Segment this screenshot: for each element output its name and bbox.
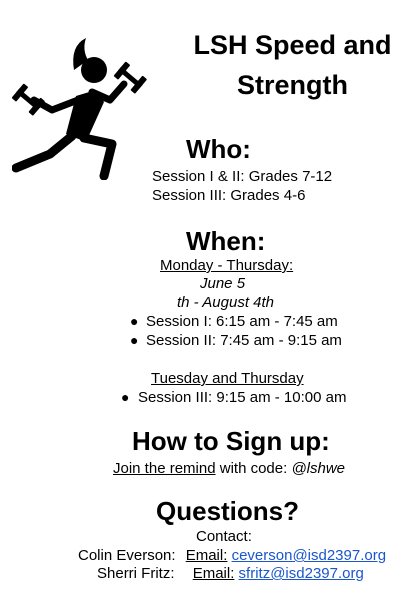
email-link[interactable]: sfritz@isd2397.org <box>238 565 364 582</box>
contact-row <box>78 547 386 564</box>
signup-middle-text: with code: <box>215 460 292 477</box>
email-label: Email: <box>192 565 235 582</box>
who-session-1: Session I & II: Grades 7-12 <box>152 168 333 185</box>
when-time-3: Session III: 9:15 am - 10:00 am <box>138 389 347 406</box>
when-time-1: Session I: 6:15 am - 7:45 am <box>146 313 338 330</box>
who-heading: Who: <box>186 134 251 164</box>
remind-link[interactable]: Join the remind <box>113 460 216 477</box>
signup-line <box>113 460 345 477</box>
remind-code: @lshwe <box>291 460 346 477</box>
signup-heading: How to Sign up: <box>132 426 330 456</box>
contact-name: Sherri Fritz: <box>97 565 175 582</box>
contact-label: Contact: <box>196 528 252 545</box>
when-days-1: Monday - Thursday: <box>160 257 294 274</box>
contact-row <box>97 565 364 582</box>
bullet-icon: ● <box>121 389 130 405</box>
bullet-icon: ● <box>130 332 139 348</box>
when-time-2: Session II: 7:45 am - 9:15 am <box>146 332 342 349</box>
bullet-icon: ● <box>130 313 139 329</box>
page-title-line-1: LSH Speed and <box>193 30 392 60</box>
questions-heading: Questions? <box>156 496 300 526</box>
when-dates-line-2: th - August 4th <box>177 294 275 311</box>
when-heading: When: <box>186 226 266 256</box>
email-link[interactable]: ceverson@isd2397.org <box>231 547 387 564</box>
contact-name: Colin Everson: <box>78 547 176 564</box>
when-dates-line-1: June 5 <box>200 275 246 292</box>
when-days-2: Tuesday and Thursday <box>151 370 304 387</box>
runner-with-dumbbells-icon <box>12 30 152 180</box>
who-session-2: Session III: Grades 4-6 <box>152 187 306 204</box>
email-label: Email: <box>185 547 228 564</box>
page-title-line-2: Strength <box>237 70 348 100</box>
